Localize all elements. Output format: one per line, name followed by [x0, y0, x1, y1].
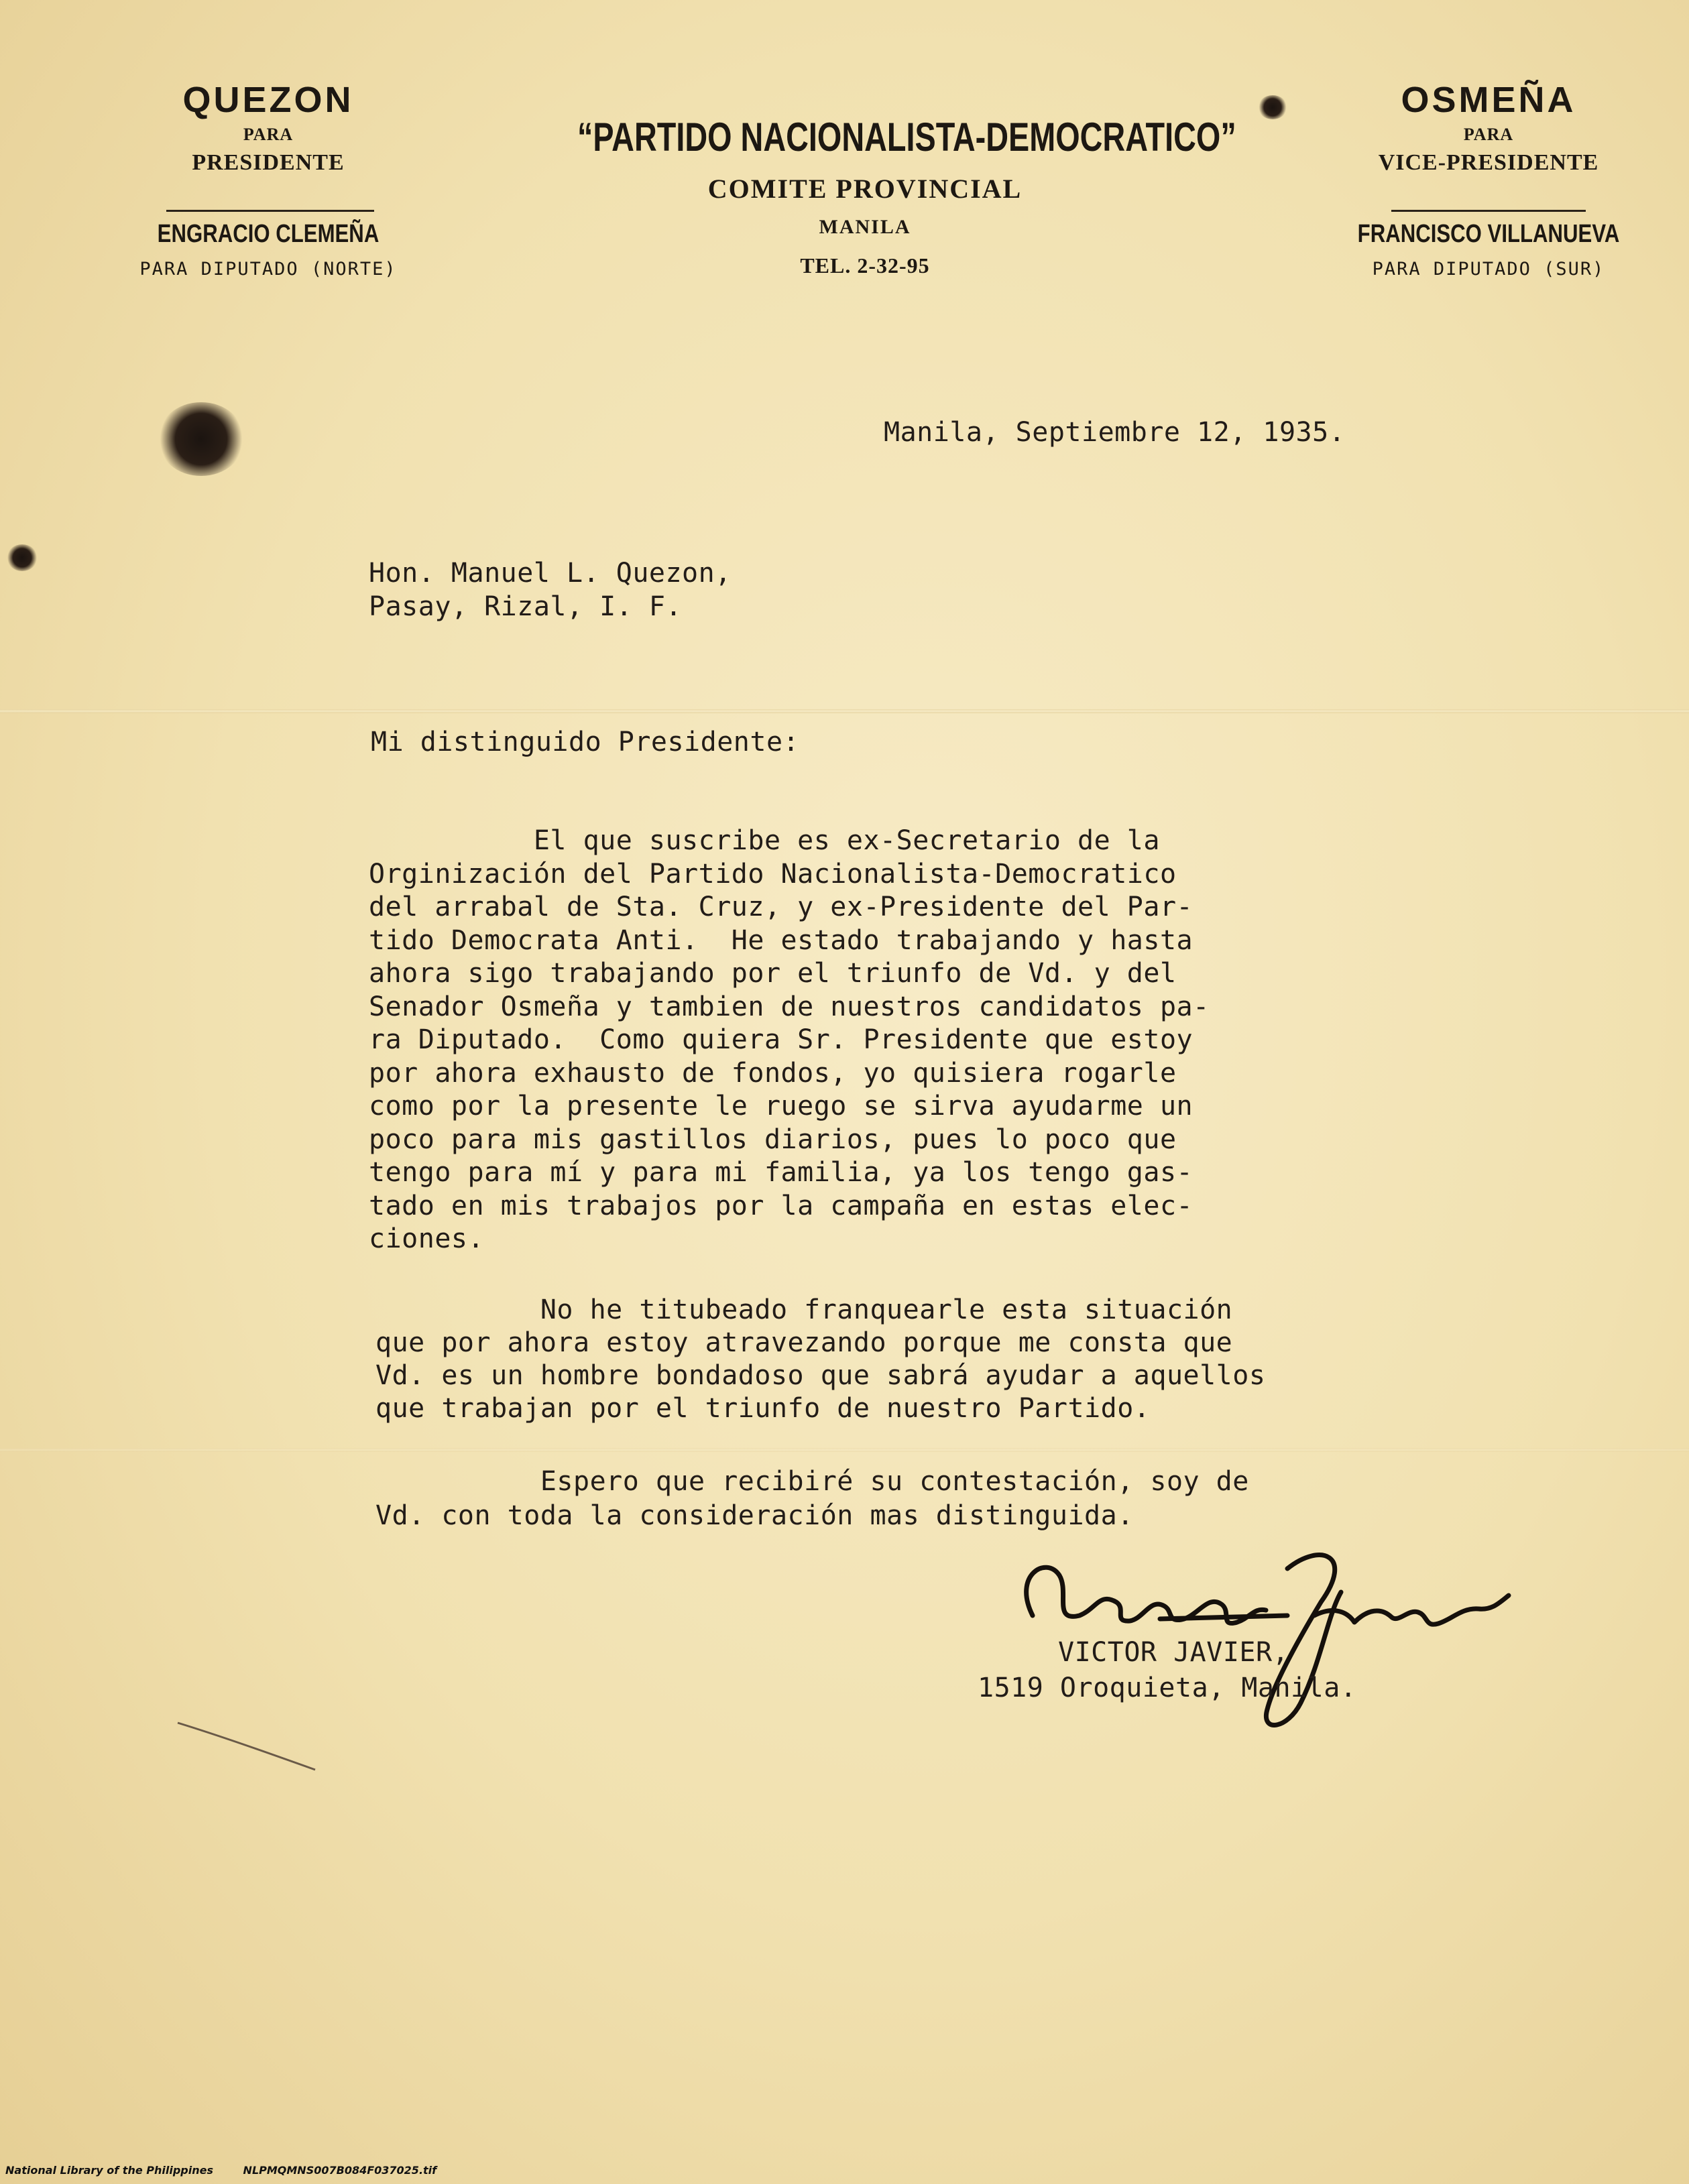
signer-address: 1519 Oroquieta, Manila.	[978, 1673, 1357, 1703]
right-office: VICE-PRESIDENTE	[1378, 150, 1599, 175]
body-line: por ahora exhausto de fondos, yo quisiera rogarle	[369, 1057, 1177, 1089]
right-divider	[1391, 210, 1586, 212]
body-line: ra Diputado. Como quiera Sr. Presidente que estoy	[369, 1024, 1193, 1055]
body-line: Orginización del Partido Nacionalista-Democratico	[369, 858, 1177, 890]
paper-fold	[0, 1448, 1689, 1452]
left-office: PRESIDENTE	[192, 150, 345, 175]
body-line: Espero que recibiré su contestación, soy de	[375, 1466, 1249, 1497]
body-line: El que suscribe es ex-Secretario de la	[369, 825, 1160, 856]
body-line: ahora sigo trabajando por el triunfo de Vd. y del	[369, 958, 1177, 989]
recipient-name: Hon. Manuel L. Quezon,	[369, 558, 732, 589]
right-candidate: OSMEÑA	[1401, 80, 1576, 120]
body-line: Vd. con toda la consideración mas distinguida.	[375, 1500, 1134, 1531]
body-line: No he titubeado franquearle esta situación	[375, 1294, 1233, 1325]
left-candidate: QUEZON	[182, 80, 354, 120]
body-line: Senador Osmeña y tambien de nuestros candidatos pa-	[369, 991, 1210, 1022]
signer-name: VICTOR JAVIER,	[1058, 1637, 1289, 1668]
party-name: “PARTIDO NACIONALISTA-DEMOCRATICO”	[577, 115, 1236, 160]
paragraph-3	[375, 1465, 1249, 1533]
paragraph-2	[375, 1294, 1265, 1425]
body-line: como por la presente le ruego se sirva ayudarme un	[369, 1091, 1193, 1121]
body-line: tado en mis trabajos por la campaña en estas elec-	[369, 1190, 1193, 1221]
body-line: Vd. es un hombre bondadoso que sabrá ayudar a aquellos	[375, 1360, 1266, 1391]
archive-name: National Library of the Philippines	[5, 2164, 213, 2177]
left-divider	[166, 210, 374, 212]
body-line: tengo para mí y para mi familia, ya los tengo gas-	[369, 1157, 1193, 1188]
right-deputy-name: FRANCISCO VILLANUEVA	[1357, 220, 1620, 248]
committee-name: COMITE PROVINCIAL	[707, 174, 1023, 204]
ink-stain	[7, 544, 38, 571]
paragraph-1	[369, 825, 1210, 1256]
paper-fold	[0, 709, 1689, 713]
right-deputy-office: PARA DIPUTADO (SUR)	[1372, 259, 1605, 280]
right-para: PARA	[1463, 125, 1514, 144]
left-deputy-name: ENGRACIO CLEMEÑA	[157, 220, 380, 248]
body-line: ciones.	[369, 1223, 485, 1254]
body-line: tido Democrata Anti. He estado trabajando y hasta	[369, 924, 1193, 956]
salutation: Mi distinguido Presidente:	[371, 727, 800, 757]
archive-footer	[5, 2164, 436, 2177]
body-line: que trabajan por el triunfo de nuestro Partido.	[375, 1393, 1151, 1424]
archive-file-id: NLPMQMNS007B084F037025.tif	[243, 2164, 437, 2177]
ink-stain	[158, 402, 245, 476]
body-line: del arrabal de Sta. Cruz, y ex-Presidente del Par-	[369, 892, 1193, 922]
recipient-address: Pasay, Rizal, I. F.	[369, 591, 683, 622]
letter-date: Manila, Septiembre 12, 1935.	[884, 417, 1346, 448]
left-para: PARA	[243, 125, 294, 144]
left-deputy-office: PARA DIPUTADO (NORTE)	[139, 259, 397, 280]
letterhead-phone: TEL. 2-32-95	[800, 253, 930, 278]
pencil-mark	[174, 1716, 322, 1776]
body-line: que por ahora estoy atravezando porque me consta que	[375, 1327, 1233, 1358]
body-line: poco para mis gastillos diarios, pues lo poco que	[369, 1124, 1177, 1155]
letterhead-city: MANILA	[819, 216, 911, 238]
ink-stain	[1258, 95, 1287, 119]
